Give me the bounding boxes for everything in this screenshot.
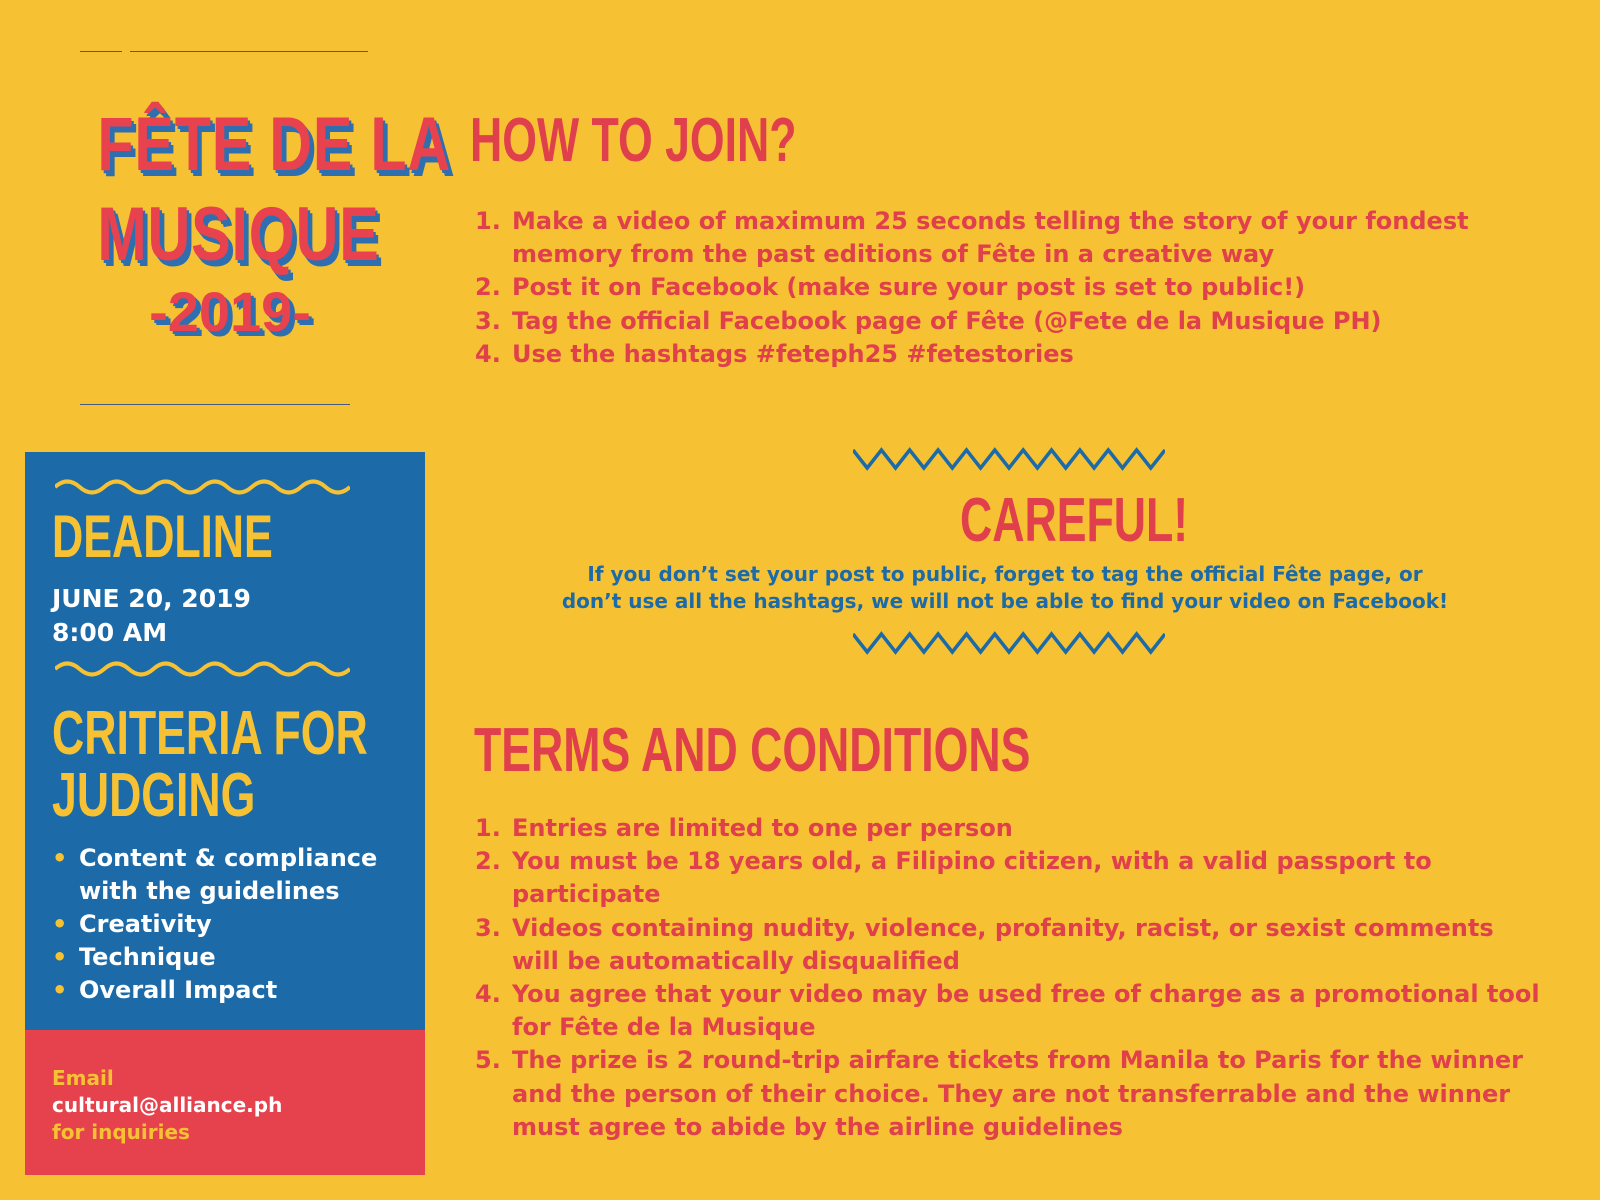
careful-note — [545, 561, 1465, 615]
contact-info — [52, 1065, 282, 1146]
contact-suffix: for inquiries — [52, 1120, 190, 1144]
zigzag-divider-bottom — [853, 630, 1165, 658]
wave-divider-top — [55, 476, 350, 498]
logo-bottom-rule — [80, 404, 350, 405]
careful-heading: CAREFUL! — [960, 486, 1189, 555]
contact-email[interactable]: cultural@alliance.ph — [52, 1093, 283, 1117]
join-step: 4. Use the hashtags #feteph25 #fetestories — [475, 339, 1074, 368]
criteria-list — [52, 842, 412, 1007]
criteria-heading-line-2: JUDGING — [52, 761, 256, 830]
wave-divider-bottom — [55, 658, 350, 680]
careful-line-1: If you don’t set your post to public, forget to tag the official Fête page, or — [587, 562, 1423, 586]
deadline-date: JUNE 20, 2019 — [52, 584, 251, 613]
logo-year: -2019- — [149, 280, 311, 343]
criteria-item: • Overall Impact — [52, 974, 412, 1007]
join-step: 1. Make a video of maximum 25 seconds telling the story of your fondest memory from the past editions of Fête in a creative way — [475, 207, 1469, 269]
logo-top-rule-long — [130, 51, 368, 52]
criteria-item: • Content & compliance with the guidelines — [52, 842, 412, 908]
careful-line-2: don’t use all the hashtags, we will not be able to find your video on Facebook! — [561, 589, 1449, 613]
event-logo — [60, 100, 452, 344]
how-to-join-steps — [475, 205, 1535, 371]
terms-item: 5. The prize is 2 round-trip airfare tickets from Manila to Paris for the winner and the person of their choice. They are not transferrable and the winner must agree to abide by the airline guidelines — [475, 1046, 1524, 1141]
criteria-heading — [52, 699, 368, 830]
criteria-heading-line-1: CRITERIA FOR — [52, 699, 368, 768]
how-to-join-heading: HOW TO JOIN? — [470, 106, 797, 175]
terms-item: 1. Entries are limited to one per person — [475, 814, 1013, 842]
criteria-item: • Creativity — [52, 908, 412, 941]
terms-item: 4. You agree that your video may be used free of charge as a promotional tool for Fête de la Musique — [475, 980, 1540, 1042]
join-step: 3. Tag the official Facebook page of Fête (@Fete de la Musique PH) — [475, 306, 1382, 335]
logo-line-2: MUSIQUE — [97, 192, 380, 277]
terms-item: 3. Videos containing nudity, violence, profanity, racist, or sexist comments will be automatically disqualified — [475, 913, 1494, 975]
contact-label: Email — [52, 1066, 114, 1090]
zigzag-divider-top — [853, 446, 1165, 474]
deadline-datetime — [52, 582, 251, 650]
terms-item: 2. You must be 18 years old, a Filipino citizen, with a valid passport to participate — [475, 847, 1432, 909]
join-step: 2. Post it on Facebook (make sure your post is set to public!) — [475, 273, 1306, 302]
deadline-heading: DEADLINE — [52, 503, 273, 570]
terms-list — [475, 812, 1545, 1144]
terms-heading: TERMS AND CONDITIONS — [474, 716, 1031, 785]
logo-line-1: FÊTE DE LA — [97, 102, 452, 187]
criteria-item: • Technique — [52, 941, 412, 974]
deadline-time: 8:00 AM — [52, 618, 168, 647]
logo-top-rule-short — [80, 51, 122, 52]
